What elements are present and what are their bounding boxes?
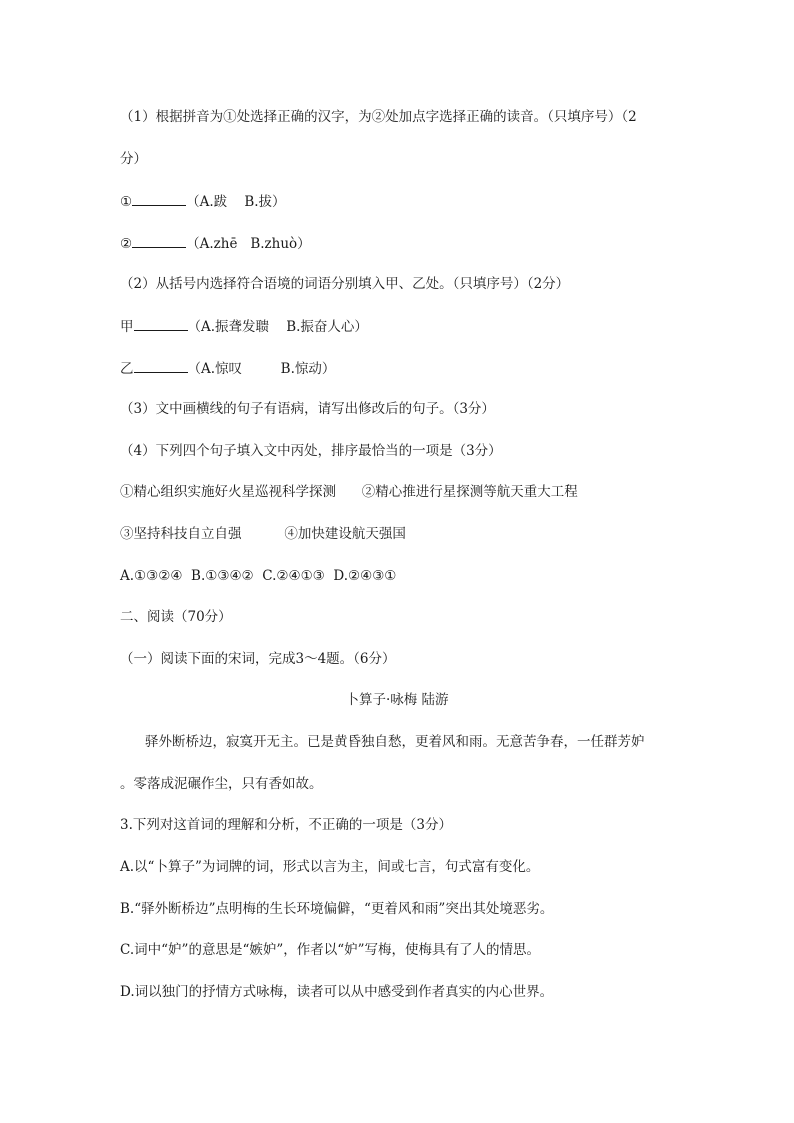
poem-line-1: 驿外断桥边，寂寞开无主。已是黄昏独自愁，更着风和雨。无意苦争春，一任群芳妒 [145, 734, 645, 750]
q2-jia [120, 316, 368, 337]
item-mark: 乙 [120, 361, 134, 377]
q5-option-b: B.“驿外断桥边”点明梅的生长环境偏僻，“更着风和雨”突出其处境恶劣。 [120, 901, 554, 917]
q4-prompt: （4）下列四个句子填入文中丙处，排序最恰当的一项是（3分） [120, 443, 502, 459]
item-mark: 甲 [120, 319, 134, 335]
item-options: （A.zhē B.zhuò） [186, 236, 311, 252]
q1-prompt-line2: 分） [120, 151, 147, 167]
q4-choices: A.①③②④ B.①③④② C.②④①③ D.②④③① [120, 568, 397, 584]
answer-blank-2[interactable] [132, 233, 186, 248]
q3-prompt: （3）文中画横线的句子有语病，请写出修改后的句子。（3分） [120, 401, 495, 417]
answer-blank-yi[interactable] [134, 358, 188, 373]
item-mark: ① [120, 194, 133, 210]
poem-title: 卜算子·咏梅 陆游 [345, 692, 449, 708]
item-options: （A.跋 B.拔） [186, 194, 286, 210]
q4-sentences-1-2: ①精心组织实施好火星巡视科学探测 ②精心推进行星探测等航天重大工程 [120, 484, 578, 500]
q5-stem: 3.下列对这首词的理解和分析，不正确的一项是（3分） [120, 817, 452, 833]
answer-blank-1[interactable] [132, 191, 186, 206]
item-mark: ② [120, 236, 133, 252]
item-options: （A.惊叹 B.惊动） [187, 361, 336, 377]
section-heading: 二、阅读（70分） [120, 609, 232, 625]
q5-option-c: C.词中“妒”的意思是“嫉妒”，作者以“妒”写梅，使梅具有了人的情思。 [120, 942, 541, 958]
section-sub-heading: （一）阅读下面的宋词，完成3～4题。（6分） [120, 651, 396, 667]
q4-sentences-3-4: ③坚持科技自立自强 ④加快建设航天强国 [120, 526, 406, 542]
q1-item-1 [120, 191, 286, 212]
q1-item-2 [120, 233, 311, 254]
q5-option-a: A.以“卜算子”为词牌的词，形式以言为主，间或七言，句式富有变化。 [120, 859, 540, 875]
q1-prompt-line1: （1）根据拼音为①处选择正确的汉字，为②处加点字选择正确的读音。（只填序号）（2 [120, 109, 637, 125]
q2-yi [120, 358, 335, 379]
q5-option-d: D.词以独门的抒情方式咏梅，读者可以从中感受到作者真实的内心世界。 [120, 984, 554, 1000]
item-options: （A.振聋发聩 B.振奋人心） [187, 319, 368, 335]
poem-line-2: 。零落成泥碾作尘，只有香如故。 [120, 776, 323, 792]
q2-prompt: （2）从括号内选择符合语境的词语分别填入甲、乙处。（只填序号）（2分） [120, 276, 570, 292]
answer-blank-jia[interactable] [134, 316, 188, 331]
